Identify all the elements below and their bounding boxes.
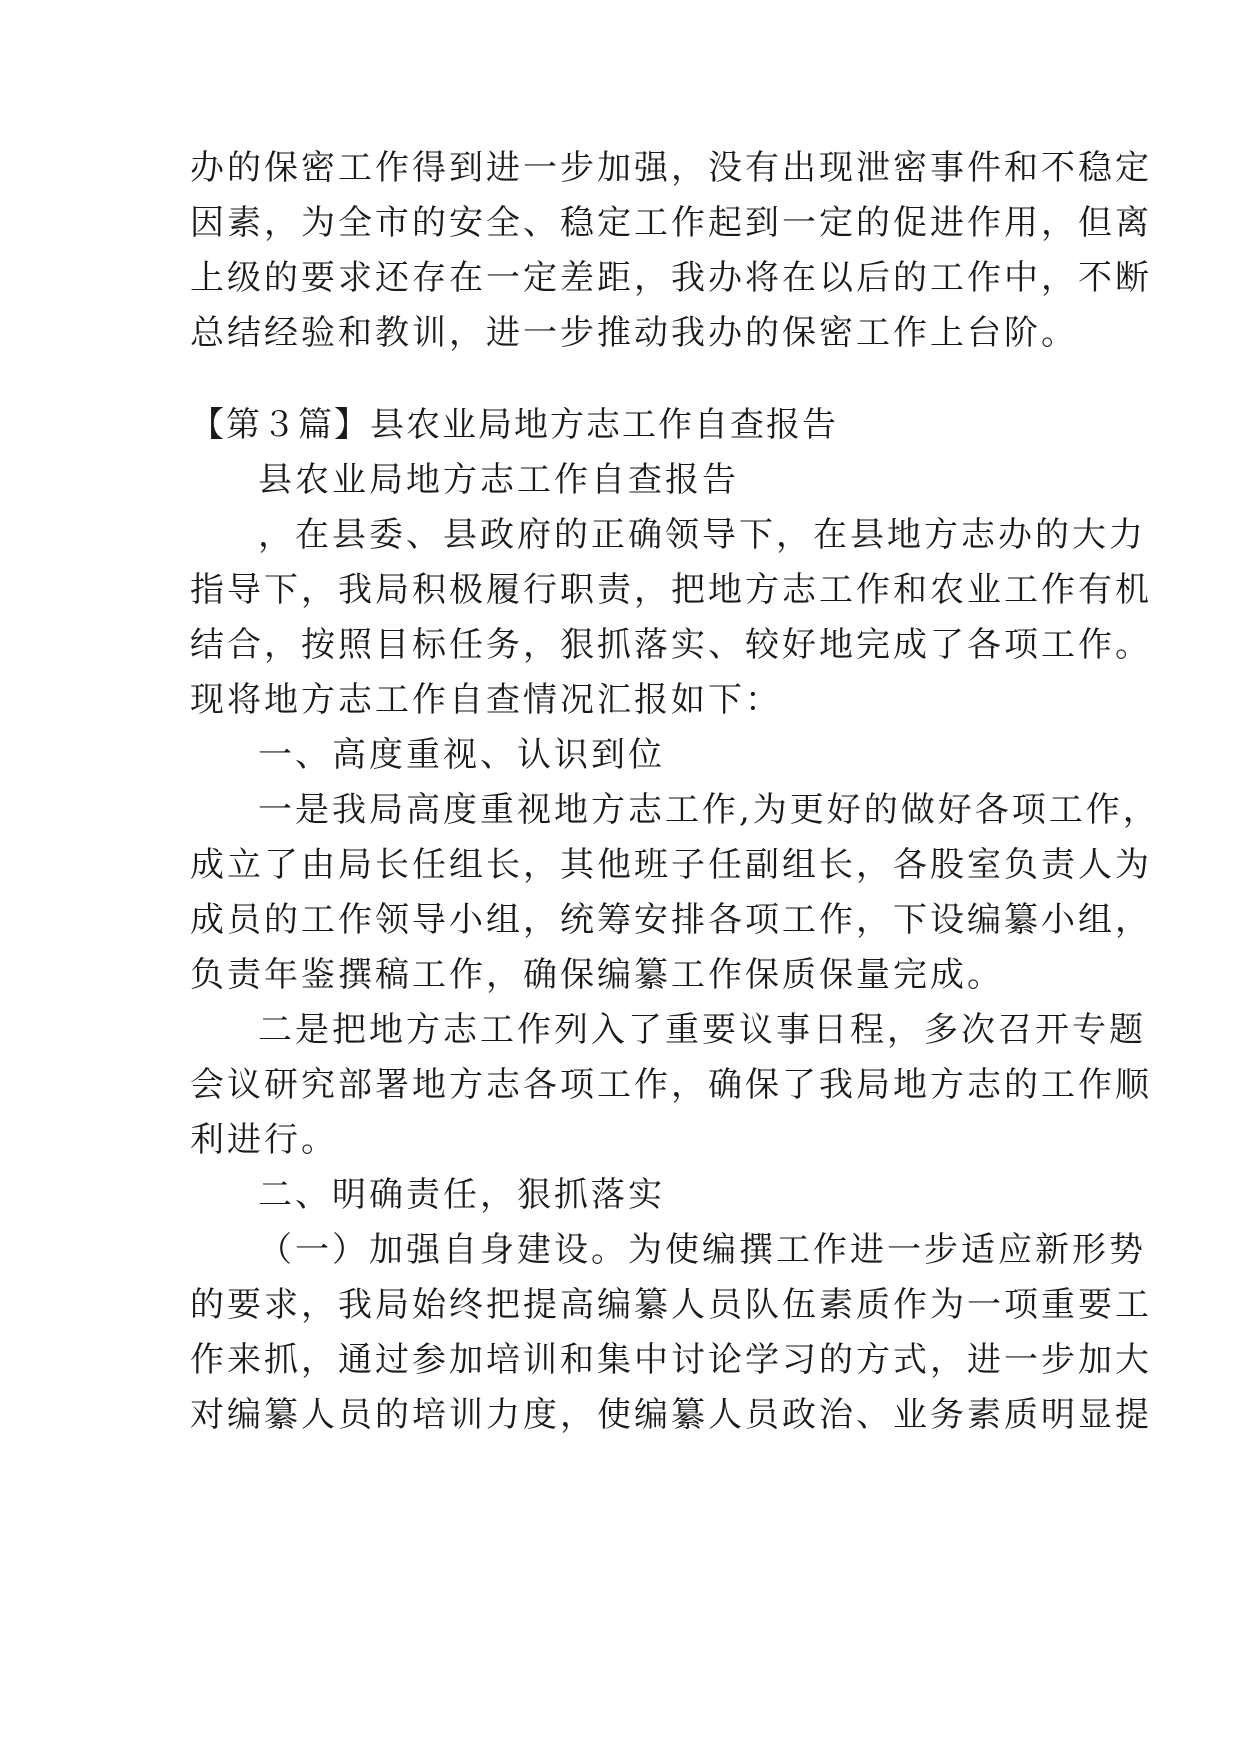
text-line: 的要求，我局始终把提高编纂人员队伍素质作为一项重要工 xyxy=(190,1285,1152,1325)
part2-heading: 二、明确责任，狠抓落实 xyxy=(258,1175,665,1215)
text-line: 办的保密工作得到进一步加强，没有出现泄密事件和不稳定 xyxy=(190,148,1152,188)
text-line: 作来抓，通过参加培训和集中讨论学习的方式，进一步加大 xyxy=(190,1340,1152,1380)
text-line: 因素，为全市的安全、稳定工作起到一定的促进作用，但离 xyxy=(190,203,1152,243)
text-line: 上级的要求还存在一定差距，我办将在以后的工作中，不断 xyxy=(190,258,1152,298)
text-line: （一）加强自身建设。为使编撰工作进一步适应新形势 xyxy=(258,1230,1146,1270)
text-line: 利进行。 xyxy=(190,1120,338,1160)
section-heading: 【第３篇】县农业局地方志工作自查报告 xyxy=(190,405,838,445)
text-line: 成员的工作领导小组，统筹安排各项工作，下设编纂小组， xyxy=(190,900,1152,940)
text-line: 现将地方志工作自查情况汇报如下： xyxy=(190,680,782,720)
text-line: 成立了由局长任组长，其他班子任副组长，各股室负责人为 xyxy=(190,845,1152,885)
text-line: 会议研究部署地方志各项工作，确保了我局地方志的工作顺 xyxy=(190,1065,1152,1105)
text-line: ，在县委、县政府的正确领导下，在县地方志办的大力 xyxy=(258,515,1146,555)
report-title: 县农业局地方志工作自查报告 xyxy=(258,460,739,500)
text-line: 一是我局高度重视地方志工作,为更好的做好各项工作， xyxy=(258,790,1160,830)
part1-heading: 一、高度重视、认识到位 xyxy=(258,735,665,775)
text-line: 指导下，我局积极履行职责，把地方志工作和农业工作有机 xyxy=(190,570,1152,610)
text-line: 二是把地方志工作列入了重要议事日程，多次召开专题 xyxy=(258,1010,1146,1050)
text-line: 总结经验和教训，进一步推动我办的保密工作上台阶。 xyxy=(190,313,1078,353)
text-line: 对编纂人员的培训力度，使编纂人员政治、业务素质明显提 xyxy=(190,1395,1152,1435)
text-line: 结合，按照目标任务，狠抓落实、较好地完成了各项工作。 xyxy=(190,625,1152,665)
text-line: 负责年鉴撰稿工作，确保编纂工作保质保量完成。 xyxy=(190,955,1004,995)
